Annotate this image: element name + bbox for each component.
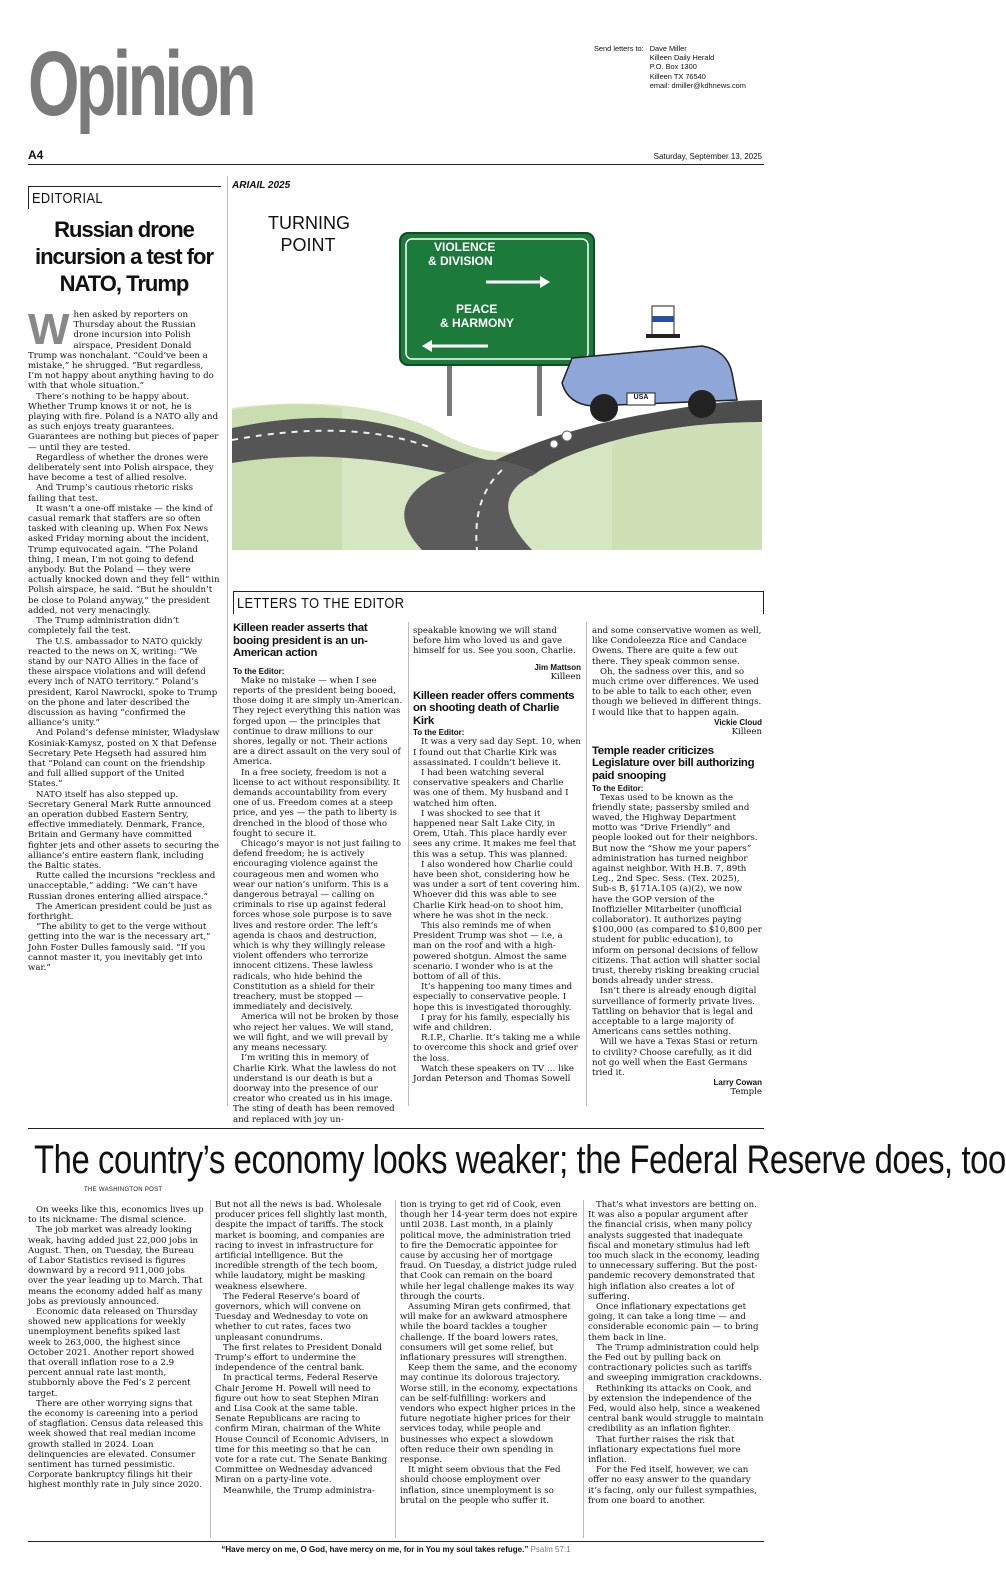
column-divider — [395, 1200, 396, 1538]
editorial-paragraph: It wasn’t a one-off mistake — the kind of casual remark that staffers are so often tasked with cleaning up. When Fox News asked Friday morning about the incident, Trump equivocated again. “The Poland thing, I mean, I’m not going to defend anybody. But the Poland — they were actually knocked down and they fell” within Polish airspace, he said. “But he shouldn’t be close to Poland anyway,” the president added, not very menacingly. — [28, 503, 220, 616]
letters-col3 — [592, 626, 762, 1097]
masthead-rule — [28, 164, 764, 165]
send-letters-address — [650, 44, 746, 90]
economy-paragraph: In practical terms, Federal Reserve Chair Jerome H. Powell will need to figure out how to seat Stephen Miran and Lisa Cook at the same table. Senate Republicans are racing to confirm Miran, chairman of the White House Council of Economic Advisers, in time for this meeting so that he can vote for a rate cut. The Senate Banking Committee on Wednesday advanced Miran on a party-line vote. — [215, 1373, 389, 1486]
letters-col2 — [413, 626, 581, 1084]
email-link[interactable]: email: dmiller@kdhnews.com — [649, 80, 746, 90]
editorial-paragraph: The U.S. ambassador to NATO quickly reacted to the news on X, writing: “We stand by our NATO Allies in the face of these airspace violations and will defend every inch of NATO territory.” Poland’s president, Karol Nawrocki, spoke to Trump on the phone and later described the discussion as having “confirmed the alliance’s unity.” — [28, 636, 218, 729]
letter-paragraph: I was shocked to see that it happened near Salt Lake City, in Orem, Utah. This place hardly ever sees any crime. It makes me feel that this was a setup. This was planned. — [413, 808, 576, 860]
letter-salutation: To the Editor: — [592, 783, 644, 793]
economy-paragraph: The first relates to President Donald Trump’s effort to undermine the independence of the central bank. — [215, 1342, 383, 1374]
letter-signer: Jim Mattson — [534, 662, 581, 672]
letter-paragraph: In a free society, freedom is not a license to act without responsibility. It demands accountability from every one of us. Freedom comes at a steep price, and yes — the path to liberty is drenched in the blood of those who fought to secure it. — [233, 767, 400, 839]
letter-headline: Killeen reader asserts that booing president is an un-American action — [233, 622, 368, 660]
editorial-paragraph: And Trump’s cautious rhetoric risks failing that test. — [28, 483, 194, 504]
editorial-body — [28, 305, 220, 973]
letter-paragraph: It was a very sad day Sept. 10, when I found out that Charlie Kirk was assassinated. I couldn’t believe it. — [413, 737, 581, 768]
letter-paragraph: Isn’t there is already enough digital surveillance of formerly private lives. Tattling on behavior that is legal and acceptable to a large majority of Americans cans settles nothing. — [592, 986, 757, 1038]
economy-col4 — [588, 1200, 764, 1506]
letter-paragraph: It’s happening too many times and especially to conservative people. I hope this is investigated thoroughly. — [413, 982, 573, 1013]
editorial-paragraph: Regardless of whether the drones were deliberately sent into Polish airspace, they have become a test of allied resolve. — [28, 452, 214, 484]
letter-paragraph: R.I.P., Charlie. It’s taking me a while to overcome this shock and grief over the loss. — [413, 1033, 581, 1064]
letter-paragraph: Watch these speakers on TV … like Jordan Peterson and Thomas Sowell — [413, 1063, 574, 1085]
editorial-paragraph: “The ability to get to the verge without getting into the war is the necessary art,” John Foster Dulles famously said. “If you cannot master it, you inevitably get into war.” — [28, 922, 211, 973]
letter-1-col1 — [233, 622, 403, 1125]
cartoonist-signature: ARIAIL 2025 — [232, 180, 291, 191]
economy-paragraph: tion is trying to get rid of Cook, even though her 14-year term does not expire until 2038. Last month, in a plainly political move, the administration tried to fire the Democratic appointee for cause by accusing her of mortgage fraud. On Tuesday, a district judge ruled that Cook can remain on the board while her legal challenge makes its way through the courts. — [400, 1200, 578, 1302]
letter-salutation: To the Editor: — [233, 666, 285, 676]
column-divider — [408, 622, 409, 1106]
editorial-paragraph: Rutte called the incursions “reckless and unacceptable,” adding: “We can’t have Russian drones entering allied airspace.” — [28, 871, 216, 902]
editorial-label: EDITORIAL — [32, 190, 103, 207]
editorial-paragraph: The Trump administration didn’t completely fail the test. — [28, 616, 179, 637]
column-divider — [210, 1200, 211, 1538]
footer-verse — [0, 1545, 792, 1554]
footer-quote: “Have mercy on me, O God, have mercy on me, for in You my soul takes refuge.” — [221, 1545, 529, 1554]
economy-paragraph: But not all the news is bad. Wholesale producer prices fell slightly last month, despite the impact of tariffs. The stock market is booming, and companies are racing to invest in infrastructure for artificial intelligence. But the incredible strength of the tech boom, while laudatory, might be masking weakness elsewhere. — [215, 1200, 388, 1292]
editorial-cartoon — [232, 178, 762, 550]
letter-salutation: To the Editor: — [413, 728, 465, 738]
publication-date: Saturday, September 13, 2025 — [653, 152, 762, 161]
economy-paragraph: Once inflationary expectations get going, it can take a long time — and considerable economic pain — to bring them back in line. — [588, 1302, 759, 1343]
economy-paragraph: That further raises the risk that inflationary expectations fuel more inflation. — [588, 1434, 741, 1466]
masthead-title: Opinion — [28, 33, 253, 135]
economy-col2 — [215, 1200, 389, 1496]
editorial-headline: Russian drone incursion a test for NATO, Trump — [34, 217, 214, 296]
editorial-paragraph: And Poland’s defense minister, Władysław Kosiniak-Kamysz, posted on X that Defense Secretary Pete Hegseth had assured him that “Poland can count on the friendship and full allied support of the United States.” — [28, 728, 220, 790]
sign-top-text — [410, 240, 580, 268]
economy-headline: The country’s economy looks weaker; the Federal Reserve does, too — [34, 1138, 1006, 1182]
address-line: Dave Miller — [649, 44, 687, 53]
letter-signer: Vickie Cloud — [714, 717, 762, 727]
cartoon-caption: TURNING POINT — [268, 213, 350, 255]
letter-paragraph: Oh, the sadness over this, and so much crime over differences. We used to be able to talk to each other, even though we believed in different things. I would like that to happen again. — [592, 666, 762, 718]
column-divider — [583, 1200, 584, 1538]
footer-reference: Psalm 57:1 — [530, 1545, 571, 1554]
page-number: A4 — [28, 148, 44, 162]
section-rule — [28, 1128, 764, 1129]
letters-label: LETTERS TO THE EDITOR — [237, 595, 405, 612]
economy-paragraph: The Federal Reserve’s board of governors, which will convene on Tuesday and Wednesday to vote on whether to cut rates, faces two unpleasant conundrums. — [215, 1291, 369, 1343]
economy-paragraph: Economic data released on Thursday showed new applications for weekly unemployment benefits spiked last week to 263,000, the highest since October 2021. Another report showed that overall inflation rose to a 2.9 percent annual rate last month, stubbornly above the Fed’s 2 percent target. — [28, 1307, 198, 1399]
letter-signer: Larry Cowan — [713, 1078, 762, 1088]
economy-paragraph: That’s what investors are betting on. It was also a popular argument after the financial crisis, when many policy analysts suggested that inadequate fiscal and monetary stimulus had left too much slack in the economy, leading to unnecessary suffering. But the post-pandemic recovery demonstrated that high inflation also creates a lot of suffering. — [588, 1200, 760, 1302]
letter-paragraph: and some conservative women as well, like Condoleezza Rice and Candace Owens. There are quite a few out there. They speak common sense. — [592, 626, 762, 667]
footer-rule — [28, 1541, 764, 1542]
send-letters-label: Send letters to: — [594, 44, 644, 53]
economy-col1 — [28, 1205, 204, 1491]
letter-headline: Killeen reader offers comments on shooting death of Charlie Kirk — [413, 689, 575, 727]
economy-paragraph: On weeks like this, economics lives up to its nickname: The dismal science. — [28, 1205, 204, 1226]
economy-col3 — [400, 1200, 578, 1506]
column-divider — [586, 622, 587, 1106]
send-letters-block — [594, 44, 746, 90]
letter-paragraph: Chicago’s mayor is not just failing to defend freedom; he is actively encouraging violence against the courageous men and women who wear our nation’s uniform. This is a dangerous betrayal — calling on criminals to rise up against federal forces whose sole purpose is to save lives and restore order. The left’s agenda is chaos and destruction, which is why they willingly release violent offenders who terrorize innocent citizens. These lawless radicals, who hide behind the Constitution as a shield for their treachery, must be stopped — immediately and decisively. — [233, 839, 402, 1013]
sign-top-line: & DIVISION — [428, 254, 493, 268]
address-line: P.O. Box 1300 — [649, 62, 697, 72]
letter-city: Killeen — [731, 726, 762, 737]
letter-paragraph: Will we have a Texas Stasi or return to civility? Choose carefully, as it did not go well when the East Germans tried it. — [592, 1037, 758, 1079]
economy-paragraph: For the Fed itself, however, we can offer no easy answer to the quandary it’s facing, only our fullest sympathies, from one board to another. — [588, 1465, 757, 1506]
letter-paragraph: Texas used to be known as the friendly state; passersby smiled and waved, the Highway Department motto was “Drive Friendly” and people looked out for their neighbors. But now the “Show me your papers” administration has turned neighbor against neighbor. With H.B. 7, 89th Leg., 2nd Spec. Sess. (Tex. 2025), Sub-s B, §171A.105 (a)(2), we now have the GOP version of the Inoffizieller Mitarbeiter (unofficial collaborator). It authorizes paying $100,000 (as compared to $10,800 per student for public education), to inform on personal decisions of fellow citizens. That action will shatter social trust, thereby risking breaking crucial bonds already under stress. — [592, 792, 762, 987]
economy-paragraph: The job market was already looking weak, having added just 22,000 jobs in August. Then, on Tuesday, the Bureau of Labor Statistics revised is figures downward by a record 911,000 jobs over the year leading up to March. That means the economy added half as many jobs as previously announced. — [28, 1225, 203, 1307]
economy-byline: THE WASHINGTON POST — [84, 1187, 163, 1193]
address-line: Killeen Daily Herald — [649, 53, 715, 63]
economy-paragraph: It might seem obvious that the Fed should choose employment over inflation, since unemployment is so brutal on the people who suffer it. — [400, 1465, 561, 1506]
address-line: Killeen TX 76540 — [649, 71, 706, 81]
letter-headline: Temple reader criticizes Legislature over bill authorizing paid snooping — [592, 744, 755, 783]
editorial-dropcap: W — [28, 305, 70, 354]
letter-paragraph: America will not be broken by those who reject her values. We will stand, we will fight, and we will prevail by any means necessary. — [233, 1012, 399, 1054]
sign-bottom-text — [410, 302, 580, 330]
economy-paragraph: Rethinking its attacks on Cook, and by extension the independence of the Fed, would also help, since a weakened central bank would struggle to maintain credibility as an inflation fighter. — [588, 1383, 764, 1435]
letter-paragraph: This also reminds me of when President Trump was shot — i.e, a man on the roof and with a high-powered shotgun. Almost the same scenario. I wonder who is at the bottom of all of this. — [413, 921, 567, 983]
license-plate-text: USA — [633, 394, 649, 401]
economy-paragraph: The Trump administration could help the Fed out by pulling back on contractionary policies such as tariffs and sweeping immigration crackdowns. — [588, 1342, 762, 1384]
economy-paragraph: There are other worrying signs that the economy is careening into a period of stagflation. Census data released this week showed that real median income growth stalled in 2024. Loan delinquencies are elevated. Consumer sentiment has turned pessimistic. Corporate bankruptcy filings hit their highest monthly rate in July since 2020. — [28, 1398, 204, 1491]
editorial-paragraph: The American president could be just as forthright. — [28, 901, 212, 922]
letter-paragraph: speakable knowing we will stand before him who loved us and gave himself for us. See you soon, Charlie. — [413, 626, 576, 657]
column-divider — [227, 176, 228, 1106]
letter-city: Temple — [730, 1087, 762, 1098]
letter-paragraph: I’m writing this in memory of Charlie Kirk. What the lawless do not understand is our death is but a doorway into the presence of our creator who created us in his image. The sting of death has been removed and replaced with joy un- — [233, 1053, 397, 1125]
economy-paragraph: Meanwhile, the Trump administra- — [223, 1485, 375, 1496]
economy-paragraph: Keep them the same, and the economy may continue its dolorous trajectory. Worse still, in the economy, expectations can be self-fulfilling: workers and vendors who expect higher prices in the future negotiate higher prices for their services today, while people and businesses who expect a slowdown often reduce their own spending in response. — [400, 1363, 578, 1466]
letter-paragraph: Make no mistake — when I see reports of the president being booed, those doing it are simply un-American. They reject everything this nation was forged upon — the principles that continue to draw millions to our shores, legally or not. Their actions are a direct assault on the very soul of America. — [233, 675, 403, 768]
editorial-paragraph: NATO itself has also stepped up. Secretary General Mark Rutte announced an operation dubbed Eastern Sentry, effective immediately. Denmark, France, Britain and Germany have committed fighter jets and other assets to securing the alliance’s entire eastern flank, including the Baltic states. — [28, 789, 219, 871]
sign-top-line: VIOLENCE — [434, 240, 496, 254]
letter-city: Killeen — [550, 671, 581, 682]
letter-paragraph: I had been watching several conservative speakers and Charlie was one of them. My husband and I watched him often. — [413, 768, 569, 809]
economy-paragraph: Assuming Miran gets confirmed, that will make for an awkward atmosphere while the board tackles a tougher challenge. If the board lowers rates, consumers will get some relief, but inflationary pressures will strengthen. — [400, 1302, 571, 1364]
sign-bottom-line: & HARMONY — [440, 316, 514, 330]
sign-bottom-line: PEACE — [456, 302, 498, 316]
editorial-paragraph: There’s nothing to be happy about. Whether Trump knows it or not, he is playing with fire. Poland is a NATO ally and as such enjoys treaty guarantees. Guarantees are nothing but pieces of paper — until they are tested. — [28, 391, 219, 453]
letter-paragraph: I pray for his family, especially his wife and children. — [413, 1012, 570, 1034]
letter-paragraph: I also wondered how Charlie could have been shot, considering how he was under a sort of tent covering him. Whoever did this was able to see Charlie Kirk head-on to shoot him, where he was shot in the neck. — [413, 859, 580, 921]
editorial-paragraph: hen asked by reporters on Thursday about the Russian drone incursion into Polish airspace, President Donald Trump was nonchalant. “Could’ve been a mistake,” he shrugged. “But regardless, I’m not happy about anything having to do with that whole situation.” — [28, 310, 214, 392]
